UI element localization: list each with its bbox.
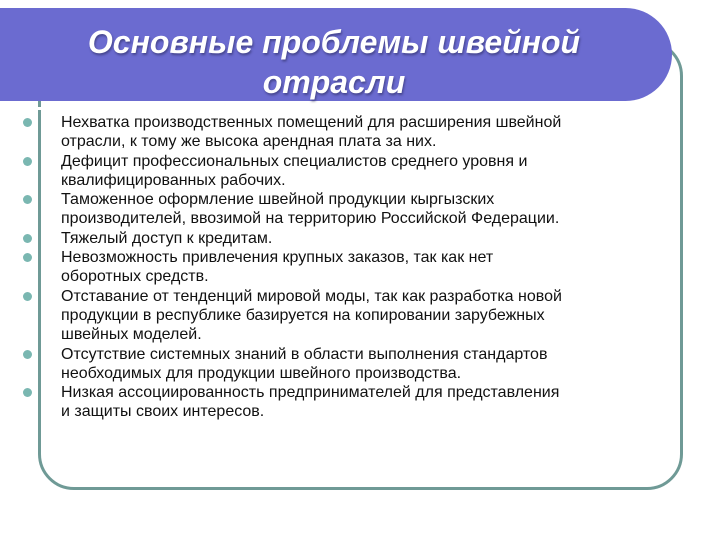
slide-title-line-2: отрасли xyxy=(262,64,406,100)
problem-item-text-line: швейных моделей. xyxy=(61,326,202,344)
bullet-dot-icon xyxy=(23,292,32,301)
problem-item-text-line: отрасли, к тому же высока арендная плата за них. xyxy=(61,133,437,151)
problem-item-text-line: производителей, ввозимой на территорию Российской Федерации. xyxy=(61,210,560,228)
bullet-dot-icon xyxy=(23,195,32,204)
problem-item-large-orders xyxy=(21,248,691,287)
bullet-dot-icon xyxy=(23,350,32,359)
slide-title xyxy=(28,22,640,102)
problem-item-text-line: Нехватка производственных помещений для расширения швейной xyxy=(61,114,562,131)
problem-item-text-line: необходимых для продукции швейного производства. xyxy=(61,364,462,382)
problem-item-premises xyxy=(21,113,691,152)
title-banner xyxy=(0,8,672,101)
problem-list xyxy=(21,113,691,422)
problem-item-text-line: оборотных средств. xyxy=(61,268,209,286)
bullet-dot-icon xyxy=(23,157,32,166)
bullet-dot-icon xyxy=(23,388,32,397)
bullet-dot-icon xyxy=(23,234,32,243)
problem-item-specialists xyxy=(21,152,691,191)
problem-item-text-line: Низкая ассоциированность предпринимателей для представления xyxy=(61,384,560,402)
bullet-dot-icon xyxy=(23,118,32,127)
problem-item-customs xyxy=(21,190,691,229)
problem-item-fashion-trends xyxy=(21,287,691,345)
problem-item-association xyxy=(21,383,691,422)
problem-item-text-line: Таможенное оформление швейной продукции кыргызских xyxy=(61,191,495,209)
bullet-dot-icon xyxy=(23,253,32,262)
problem-item-text-line: Отсутствие системных знаний в области выполнения стандартов xyxy=(61,345,548,363)
problem-item-text-line: Отставание от тенденций мировой моды, так как разработка новой xyxy=(61,287,562,305)
problem-item-text-line: и защиты своих интересов. xyxy=(61,403,265,421)
problem-item-text-line: продукции в республике базируется на копировании зарубежных xyxy=(61,306,545,324)
problem-item-standards xyxy=(21,345,691,384)
problem-item-credit-access xyxy=(21,229,691,248)
problem-item-text-line: Невозможность привлечения крупных заказов, так как нет xyxy=(61,249,494,267)
problem-item-text-line: квалифицированных рабочих. xyxy=(61,171,286,189)
slide-title-line-1: Основные проблемы швейной xyxy=(87,24,581,60)
title-underline xyxy=(0,107,638,110)
problem-item-text-line: Тяжелый доступ к кредитам. xyxy=(61,229,273,247)
problem-item-text-line: Дефицит профессиональных специалистов среднего уровня и xyxy=(61,152,528,170)
